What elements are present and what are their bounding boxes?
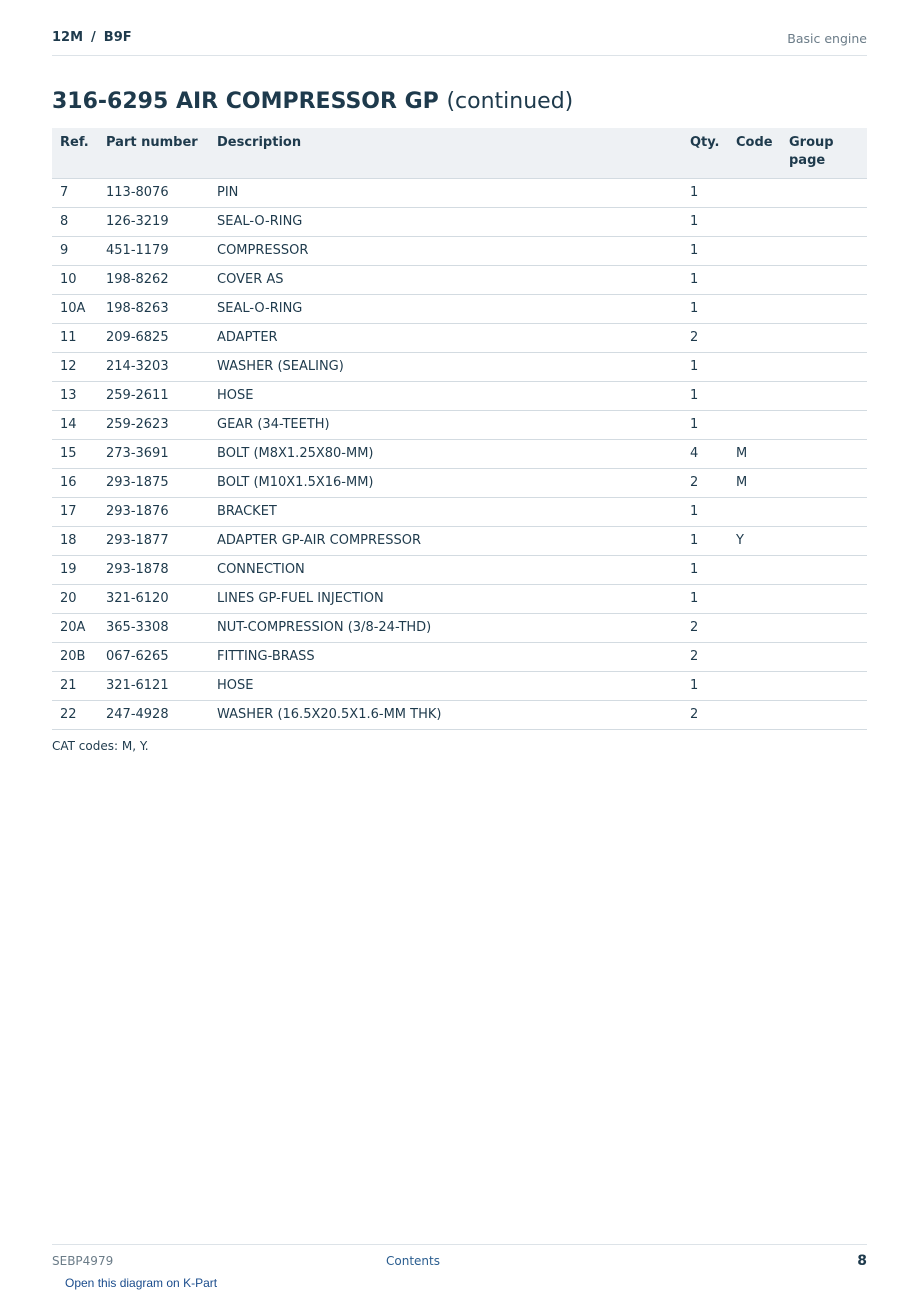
cell-qty: 1: [682, 266, 728, 295]
table-row: [52, 614, 867, 643]
cell-group-page: [781, 614, 867, 643]
cell-code: [728, 585, 781, 614]
cell-code: [728, 324, 781, 353]
cell-part-number: 259-2611: [98, 382, 209, 411]
cell-description: HOSE: [209, 382, 682, 411]
cell-description: PIN: [209, 179, 682, 208]
cell-description: BOLT (M8X1.25X80-MM): [209, 440, 682, 469]
cell-ref: 7: [52, 179, 98, 208]
table-row: [52, 208, 867, 237]
cell-code: [728, 295, 781, 324]
cell-group-page: [781, 643, 867, 672]
cell-description: BOLT (M10X1.5X16-MM): [209, 469, 682, 498]
cell-description: BRACKET: [209, 498, 682, 527]
cell-part-number: 365-3308: [98, 614, 209, 643]
cell-qty: 2: [682, 701, 728, 730]
cell-description: GEAR (34-TEETH): [209, 411, 682, 440]
column-header-ref: Ref.: [52, 128, 98, 179]
cell-qty: 2: [682, 324, 728, 353]
cell-code: [728, 614, 781, 643]
table-row: [52, 643, 867, 672]
cell-qty: 1: [682, 382, 728, 411]
cell-group-page: [781, 295, 867, 324]
contents-link[interactable]: Contents: [386, 1254, 440, 1268]
cell-part-number: 321-6120: [98, 585, 209, 614]
prefix-label: B9F: [103, 30, 132, 45]
cell-ref: 20B: [52, 643, 98, 672]
cell-ref: 18: [52, 527, 98, 556]
cell-code: [728, 411, 781, 440]
parts-table-body: [52, 179, 867, 730]
cell-part-number: 113-8076: [98, 179, 209, 208]
cell-part-number: 293-1875: [98, 469, 209, 498]
cell-qty: 4: [682, 440, 728, 469]
cell-part-number: 293-1877: [98, 527, 209, 556]
table-row: [52, 527, 867, 556]
cell-description: LINES GP-FUEL INJECTION: [209, 585, 682, 614]
page-header: [52, 28, 867, 56]
cell-code: [728, 353, 781, 382]
table-row: [52, 266, 867, 295]
document-id: SEBP4979: [52, 1254, 114, 1268]
cell-group-page: [781, 266, 867, 295]
cell-part-number: 247-4928: [98, 701, 209, 730]
cell-qty: 1: [682, 295, 728, 324]
cell-ref: 11: [52, 324, 98, 353]
table-row: [52, 353, 867, 382]
table-header-row: [52, 128, 867, 179]
cell-group-page: [781, 411, 867, 440]
cell-ref: 19: [52, 556, 98, 585]
cell-ref: 21: [52, 672, 98, 701]
cell-code: [728, 208, 781, 237]
table-row: [52, 556, 867, 585]
cell-code: M: [728, 440, 781, 469]
cell-part-number: 273-3691: [98, 440, 209, 469]
table-row: [52, 498, 867, 527]
cell-group-page: [781, 585, 867, 614]
cell-description: WASHER (SEALING): [209, 353, 682, 382]
section-label: Basic engine: [787, 31, 867, 46]
cell-part-number: 293-1878: [98, 556, 209, 585]
cell-ref: 22: [52, 701, 98, 730]
cell-group-page: [781, 527, 867, 556]
cell-part-number: 198-8262: [98, 266, 209, 295]
cell-description: ADAPTER GP-AIR COMPRESSOR: [209, 527, 682, 556]
table-row: [52, 469, 867, 498]
cell-description: SEAL-O-RING: [209, 208, 682, 237]
cell-part-number: 451-1179: [98, 237, 209, 266]
cell-part-number: 126-3219: [98, 208, 209, 237]
cell-group-page: [781, 208, 867, 237]
cell-part-number: 209-6825: [98, 324, 209, 353]
cell-qty: 1: [682, 353, 728, 382]
column-header-qty: Qty.: [682, 128, 728, 179]
cell-part-number: 293-1876: [98, 498, 209, 527]
cell-group-page: [781, 324, 867, 353]
cell-ref: 8: [52, 208, 98, 237]
cell-qty: 1: [682, 585, 728, 614]
cell-ref: 13: [52, 382, 98, 411]
cell-qty: 1: [682, 179, 728, 208]
cell-description: ADAPTER: [209, 324, 682, 353]
cell-qty: 1: [682, 498, 728, 527]
cell-ref: 12: [52, 353, 98, 382]
column-header-group-page: Group page: [781, 128, 867, 179]
cell-ref: 10: [52, 266, 98, 295]
cell-qty: 1: [682, 237, 728, 266]
cell-ref: 20: [52, 585, 98, 614]
cell-ref: 14: [52, 411, 98, 440]
table-row: [52, 179, 867, 208]
cell-ref: 16: [52, 469, 98, 498]
table-row: [52, 237, 867, 266]
cell-description: FITTING-BRASS: [209, 643, 682, 672]
cell-code: [728, 382, 781, 411]
cell-description: CONNECTION: [209, 556, 682, 585]
cell-ref: 10A: [52, 295, 98, 324]
cell-group-page: [781, 179, 867, 208]
cell-code: [728, 643, 781, 672]
cell-ref: 9: [52, 237, 98, 266]
table-row: [52, 324, 867, 353]
cell-description: NUT-COMPRESSION (3/8-24-THD): [209, 614, 682, 643]
cell-qty: 2: [682, 469, 728, 498]
cell-code: [728, 498, 781, 527]
table-row: [52, 382, 867, 411]
open-diagram-kpart-link[interactable]: Open this diagram on K-Part: [65, 1276, 218, 1290]
cell-code: [728, 556, 781, 585]
cell-group-page: [781, 672, 867, 701]
page-number: 8: [857, 1253, 867, 1269]
cell-ref: 15: [52, 440, 98, 469]
table-row: [52, 440, 867, 469]
cell-group-page: [781, 556, 867, 585]
cell-qty: 1: [682, 672, 728, 701]
cell-code: [728, 266, 781, 295]
cell-code: [728, 701, 781, 730]
cat-codes-note: CAT codes: M, Y.: [52, 739, 149, 753]
cell-qty: 1: [682, 556, 728, 585]
table-row: [52, 672, 867, 701]
header-separator: /: [91, 30, 96, 45]
page-footer: [52, 1244, 867, 1275]
column-header-code: Code: [728, 128, 781, 179]
cell-group-page: [781, 353, 867, 382]
column-header-description: Description: [209, 128, 682, 179]
cell-group-page: [781, 440, 867, 469]
cell-code: Y: [728, 527, 781, 556]
table-row: [52, 295, 867, 324]
cell-qty: 1: [682, 208, 728, 237]
cell-code: M: [728, 469, 781, 498]
table-row: [52, 585, 867, 614]
title-suffix: (continued): [446, 89, 574, 114]
cell-group-page: [781, 701, 867, 730]
model-prefix: [52, 30, 132, 45]
cell-group-page: [781, 498, 867, 527]
cell-part-number: 321-6121: [98, 672, 209, 701]
cell-part-number: 259-2623: [98, 411, 209, 440]
cell-part-number: 214-3203: [98, 353, 209, 382]
cell-group-page: [781, 237, 867, 266]
cell-part-number: 198-8263: [98, 295, 209, 324]
title-main: 316-6295 AIR COMPRESSOR GP: [52, 89, 439, 114]
cell-description: SEAL-O-RING: [209, 295, 682, 324]
cell-ref: 17: [52, 498, 98, 527]
cell-code: [728, 237, 781, 266]
cell-ref: 20A: [52, 614, 98, 643]
cell-qty: 1: [682, 527, 728, 556]
parts-table: [52, 128, 867, 730]
cell-description: WASHER (16.5X20.5X1.6-MM THK): [209, 701, 682, 730]
cell-qty: 2: [682, 643, 728, 672]
model-label: 12M: [52, 30, 84, 45]
page-title: [52, 89, 573, 114]
cell-description: COMPRESSOR: [209, 237, 682, 266]
cell-code: [728, 179, 781, 208]
cell-part-number: 067-6265: [98, 643, 209, 672]
table-row: [52, 411, 867, 440]
column-header-part-number: Part number: [98, 128, 209, 179]
cell-group-page: [781, 382, 867, 411]
cell-qty: 2: [682, 614, 728, 643]
cell-description: COVER AS: [209, 266, 682, 295]
table-row: [52, 701, 867, 730]
cell-code: [728, 672, 781, 701]
cell-qty: 1: [682, 411, 728, 440]
cell-group-page: [781, 469, 867, 498]
cell-description: HOSE: [209, 672, 682, 701]
